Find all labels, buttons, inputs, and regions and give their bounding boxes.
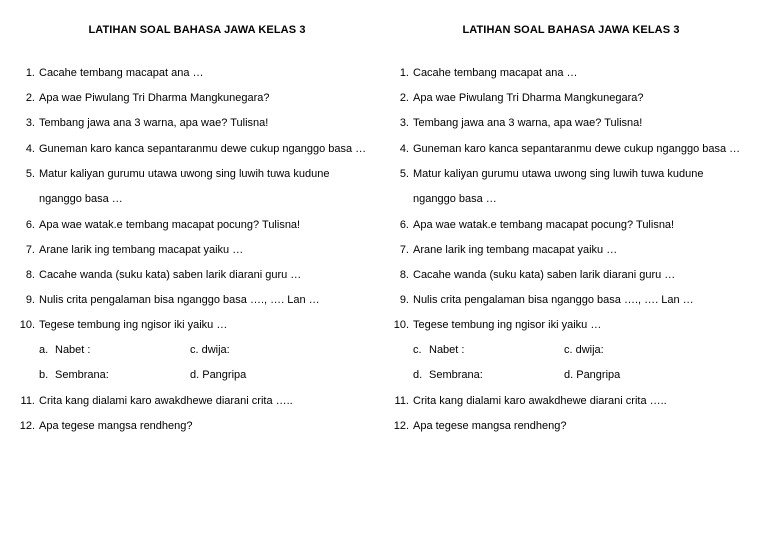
question-text: Guneman karo kanca sepantaranmu dewe cukup nganggo basa … bbox=[39, 143, 367, 155]
sub-item-letter: a. bbox=[39, 344, 49, 356]
sub-item-right: c. dwija: bbox=[190, 344, 230, 356]
question-number: 3. bbox=[25, 117, 35, 129]
question-text: Cacahe wanda (suku kata) saben larik diarani guru … bbox=[39, 269, 302, 281]
question-number: 10. bbox=[19, 319, 35, 331]
question-number: 12. bbox=[393, 420, 409, 432]
question-text: Matur kaliyan gurumu utawa uwong sing luwih tuwa kudune bbox=[413, 168, 704, 180]
question-text: Tembang jawa ana 3 warna, apa wae? Tulisna! bbox=[39, 117, 269, 129]
question-number: 4. bbox=[25, 143, 35, 155]
question-text: Arane larik ing tembang macapat yaiku … bbox=[39, 244, 244, 256]
question-number: 2. bbox=[25, 92, 35, 104]
sub-item-label: Sembrana: bbox=[429, 369, 483, 381]
question-number: 6. bbox=[25, 219, 35, 231]
worksheet-title: LATIHAN SOAL BAHASA JAWA KELAS 3 bbox=[88, 24, 306, 36]
question-number: 3. bbox=[399, 117, 409, 129]
sub-item-right: d. Pangripa bbox=[190, 369, 247, 381]
sub-item-letter: c. bbox=[413, 344, 422, 356]
worksheet-right bbox=[374, 0, 748, 543]
question-number: 11. bbox=[394, 395, 409, 407]
question-text: Arane larik ing tembang macapat yaiku … bbox=[413, 244, 618, 256]
question-number: 9. bbox=[399, 294, 409, 306]
question-text: Cacahe tembang macapat ana … bbox=[39, 67, 204, 79]
sub-item-label: Nabet : bbox=[429, 344, 465, 356]
question-number: 8. bbox=[25, 269, 35, 281]
question-number: 1. bbox=[25, 67, 35, 79]
question-text: Apa wae watak.e tembang macapat pocung? Tulisna! bbox=[413, 219, 675, 231]
question-text: Crita kang dialami karo awakdhewe diarani crita ….. bbox=[413, 395, 667, 407]
question-number: 11. bbox=[20, 395, 35, 407]
question-number: 5. bbox=[399, 168, 409, 180]
question-number: 7. bbox=[25, 244, 35, 256]
sub-item-label: Nabet : bbox=[55, 344, 91, 356]
worksheet-left bbox=[0, 0, 374, 543]
question-text: Cacahe tembang macapat ana … bbox=[413, 67, 578, 79]
question-text: Crita kang dialami karo awakdhewe diarani crita ….. bbox=[39, 395, 293, 407]
question-text: Apa tegese mangsa rendheng? bbox=[413, 420, 567, 432]
question-number: 1. bbox=[399, 67, 409, 79]
question-text: Matur kaliyan gurumu utawa uwong sing luwih tuwa kudune bbox=[39, 168, 330, 180]
question-number: 12. bbox=[19, 420, 35, 432]
question-text: Nulis crita pengalaman bisa nganggo basa …., …. Lan … bbox=[39, 294, 320, 306]
question-number: 6. bbox=[399, 219, 409, 231]
question-number: 2. bbox=[399, 92, 409, 104]
question-number: 8. bbox=[399, 269, 409, 281]
worksheet-title: LATIHAN SOAL BAHASA JAWA KELAS 3 bbox=[462, 24, 680, 36]
question-text: Tembang jawa ana 3 warna, apa wae? Tulisna! bbox=[413, 117, 643, 129]
question-text-continuation: nganggo basa … bbox=[39, 193, 123, 205]
sub-item-letter: b. bbox=[39, 369, 49, 381]
question-number: 7. bbox=[399, 244, 409, 256]
question-number: 4. bbox=[399, 143, 409, 155]
question-text: Apa wae watak.e tembang macapat pocung? Tulisna! bbox=[39, 219, 301, 231]
question-number: 5. bbox=[25, 168, 35, 180]
question-number: 10. bbox=[393, 319, 409, 331]
question-number: 9. bbox=[25, 294, 35, 306]
question-text: Guneman karo kanca sepantaranmu dewe cukup nganggo basa … bbox=[413, 143, 741, 155]
question-text: Apa tegese mangsa rendheng? bbox=[39, 420, 193, 432]
sub-item-letter: d. bbox=[413, 369, 423, 381]
sub-item-right: c. dwija: bbox=[564, 344, 604, 356]
question-text: Apa wae Piwulang Tri Dharma Mangkunegara? bbox=[39, 92, 270, 104]
question-text-continuation: nganggo basa … bbox=[413, 193, 497, 205]
question-text: Cacahe wanda (suku kata) saben larik diarani guru … bbox=[413, 269, 676, 281]
question-text: Nulis crita pengalaman bisa nganggo basa …., …. Lan … bbox=[413, 294, 694, 306]
sub-item-right: d. Pangripa bbox=[564, 369, 621, 381]
sub-item-label: Sembrana: bbox=[55, 369, 109, 381]
question-text: Tegese tembung ing ngisor iki yaiku … bbox=[413, 319, 602, 331]
question-text: Tegese tembung ing ngisor iki yaiku … bbox=[39, 319, 228, 331]
question-text: Apa wae Piwulang Tri Dharma Mangkunegara? bbox=[413, 92, 644, 104]
